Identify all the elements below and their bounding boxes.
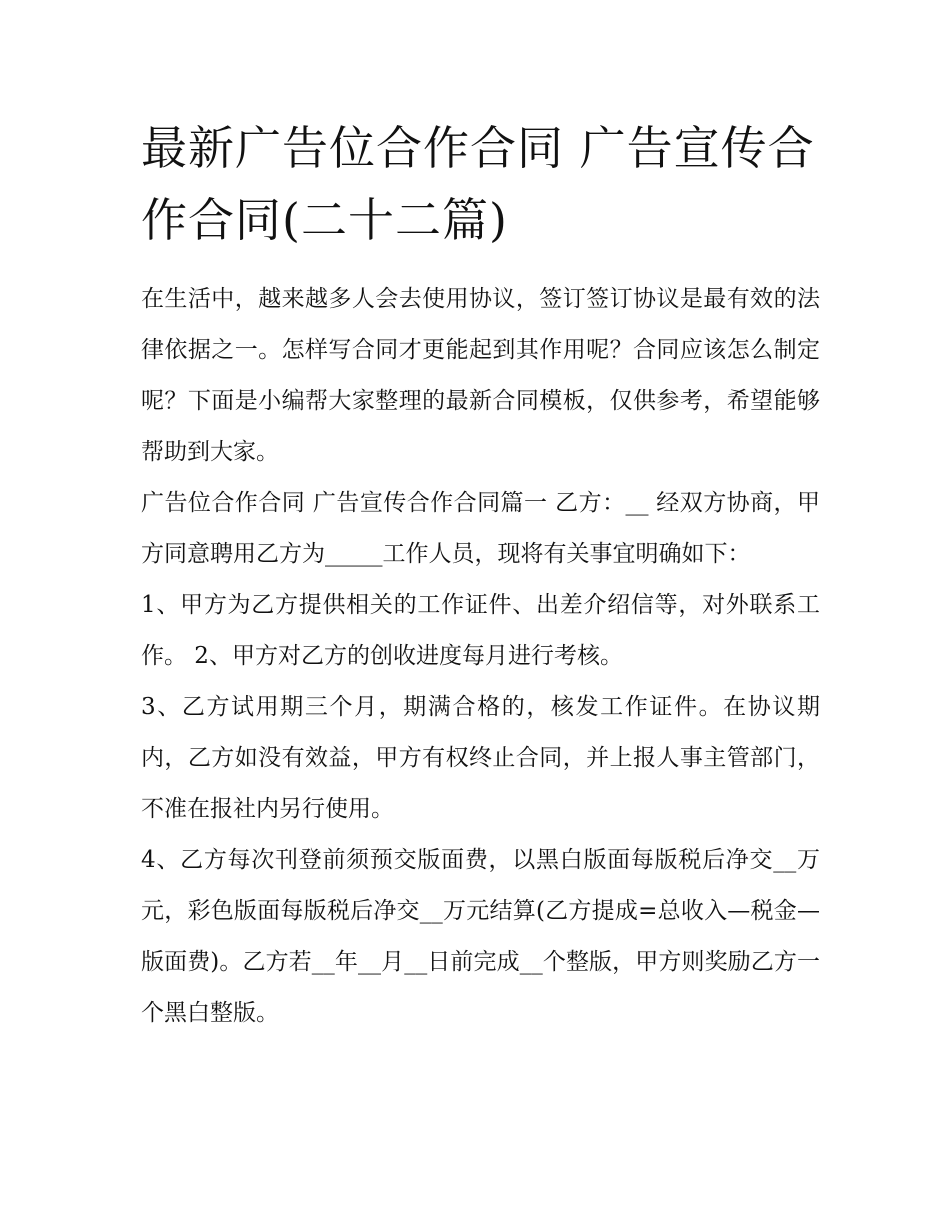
contract-preamble-paragraph: 广告位合作合同 广告宣传合作合同篇一 乙方：__ 经双方协商，甲方同意聘用乙方为_____工作人员，现将有关事宜明确如下： bbox=[141, 490, 820, 567]
clause-3-paragraph: 3、乙方试用期三个月，期满合格的，核发工作证件。在协议期内，乙方如没有效益，甲方有权终止合同，并上报人事主管部门，不准在报社内另行使用。 bbox=[141, 694, 820, 822]
clause-1-2-paragraph: 1、甲方为乙方提供相关的工作证件、出差介绍信等，对外联系工作。 2、甲方对乙方的创收进度每月进行考核。 bbox=[141, 592, 820, 669]
document-title: 最新广告位合作合同 广告宣传合作合同(二十二篇) bbox=[141, 121, 815, 247]
clause-4-paragraph: 4、乙方每次刊登前须预交版面费，以黑白版面每版税后净交__万元，彩色版面每版税后净交__万元结算(乙方提成=总收入—税金—版面费)。乙方若__年__月__日前完成__个整版，甲方则奖励乙方一个黑白整版。 bbox=[141, 847, 820, 1026]
intro-paragraph: 在生活中，越来越多人会去使用协议，签订签订协议是最有效的法律依据之一。怎样写合同才更能起到其作用呢？合同应该怎么制定呢？下面是小编帮大家整理的最新合同模板，仅供参考，希望能够帮助到大家。 bbox=[141, 286, 820, 465]
